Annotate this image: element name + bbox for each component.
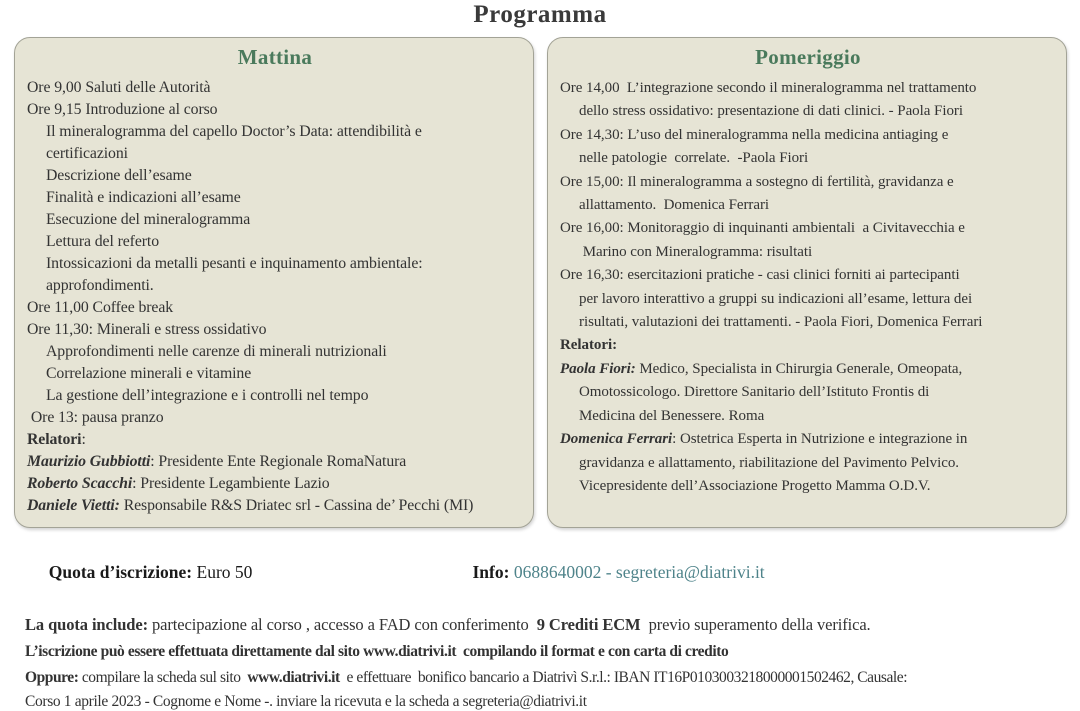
schedule-line: dello stress ossidativo: presentazione di dati clinici. - Paola Fiori [579,103,963,120]
schedule-line: Ore 16,00: Monitoraggio di inquinanti ambientali a Civitavecchia e [560,220,965,237]
schedule-line: Ore 14,00 L’integrazione secondo il mineralogramma nel trattamento [560,80,977,96]
schedule-line: Finalità e indicazioni all’esame [46,189,241,206]
schedule-line: approfondimenti. [46,277,154,294]
registration-details [25,615,1080,711]
schedule-line: Ore 9,00 Saluti delle Autorità [27,79,211,96]
afternoon-panel [547,37,1067,528]
schedule-line: gravidanza e allattamento, riabilitazione del Pavimento Pelvico. [579,454,959,471]
schedule-line: Ore 11,30: Minerali e stress ossidativo [27,321,267,338]
program-columns [14,37,1067,528]
info-phone-email: 0688640002 - segreteria@diatrivi.it [513,562,765,582]
schedule-line: Ore 9,15 Introduzione al corso [27,101,218,118]
footer-line: L’iscrizione può essere effettuata direttamente dal sito www.diatrivi.it compilando il format e con carta di credito [25,643,729,660]
schedule-line: Relatori: [27,431,86,448]
schedule-line: Paola Fiori: Medico, Specialista in Chirurgia Generale, Omeopata, [560,360,963,377]
schedule-line: Correlazione minerali e vitamine [46,365,252,382]
schedule-line: risultati, valutazioni dei trattamenti. - Paola Fiori, Domenica Ferrari [579,314,983,331]
schedule-line: La gestione dell’integrazione e i controlli nel tempo [46,387,369,404]
schedule-line: Ore 14,30: L’uso del mineralogramma nella medicina antiaging e [560,126,949,143]
schedule-line: Ore 16,30: esercitazioni pratiche - casi clinici forniti ai partecipanti [560,267,960,284]
schedule-line: Vicepresidente dell’Associazione Progetto Mamma O.D.V. [579,477,931,494]
morning-panel [14,37,534,528]
afternoon-schedule-list [560,77,1056,498]
schedule-line: Descrizione dell’esame [46,167,192,184]
morning-panel-title: Mattina [237,45,313,69]
footer-line: Corso 1 aprile 2023 - Cognome e Nome -. inviare la ricevuta e la scheda a segreteria@diatrivi.it [25,693,587,710]
schedule-line: Marino con Mineralogramma: risultati [579,243,813,260]
schedule-line: Esecuzione del mineralogramma [46,211,251,228]
schedule-line: Approfondimenti nelle carenze di minerali nutrizionali [46,343,387,360]
schedule-line: Ore 11,00 Coffee break [27,299,174,316]
schedule-line: allattamento. Domenica Ferrari [579,197,770,214]
registration-fee-row [40,541,1080,604]
footer-line: La quota include: partecipazione al corso , accesso a FAD con conferimento 9 Crediti ECM previo superamento della verifica. [25,615,871,634]
schedule-line: Roberto Scacchi: Presidente Legambiente Lazio [27,475,330,492]
schedule-line: per lavoro interattivo a gruppi su indicazioni all’esame, lettura dei [579,290,973,307]
schedule-line: Ore 13: pausa pranzo [27,409,164,426]
fee-label: Quota d’iscrizione: [48,562,193,582]
schedule-line: Maurizio Gubbiotti: Presidente Ente Regionale RomaNatura [27,453,407,470]
morning-schedule-list [27,77,523,517]
page-title: Programma [473,1,607,28]
schedule-line: nelle patologie correlate. -Paola Fiori [579,150,809,167]
info-label: Info: [472,562,514,582]
schedule-line: Medicina del Benessere. Roma [579,407,765,424]
schedule-line: Domenica Ferrari: Ostetrica Esperta in Nutrizione e integrazione in [560,431,968,448]
afternoon-panel-title: Pomeriggio [755,45,861,69]
schedule-line: Lettura del referto [46,233,159,250]
schedule-line: Ore 15,00: Il mineralogramma a sostegno di fertilità, gravidanza e [560,173,954,190]
schedule-line: Intossicazioni da metalli pesanti e inquinamento ambientale: [46,255,423,272]
schedule-line: Relatori: [560,337,618,354]
schedule-line: Daniele Vietti: Responsabile R&S Driatec srl - Cassina de’ Pecchi (MI) [27,497,474,514]
schedule-line: certificazioni [46,145,128,162]
schedule-line: Il mineralogramma del capello Doctor’s Data: attendibilità e [46,123,422,140]
fee-value: Euro 50 [192,562,253,582]
schedule-line: Omotossicologo. Direttore Sanitario dell’Istituto Frontis di [579,384,930,401]
info-contact [455,541,765,604]
footer-line: Oppure: compilare la scheda sul sito www.diatrivi.it e effettuare bonifico bancario a Diatrivì S.r.l.: IBAN IT16P0103003218000001502462, Causale: [25,669,908,686]
